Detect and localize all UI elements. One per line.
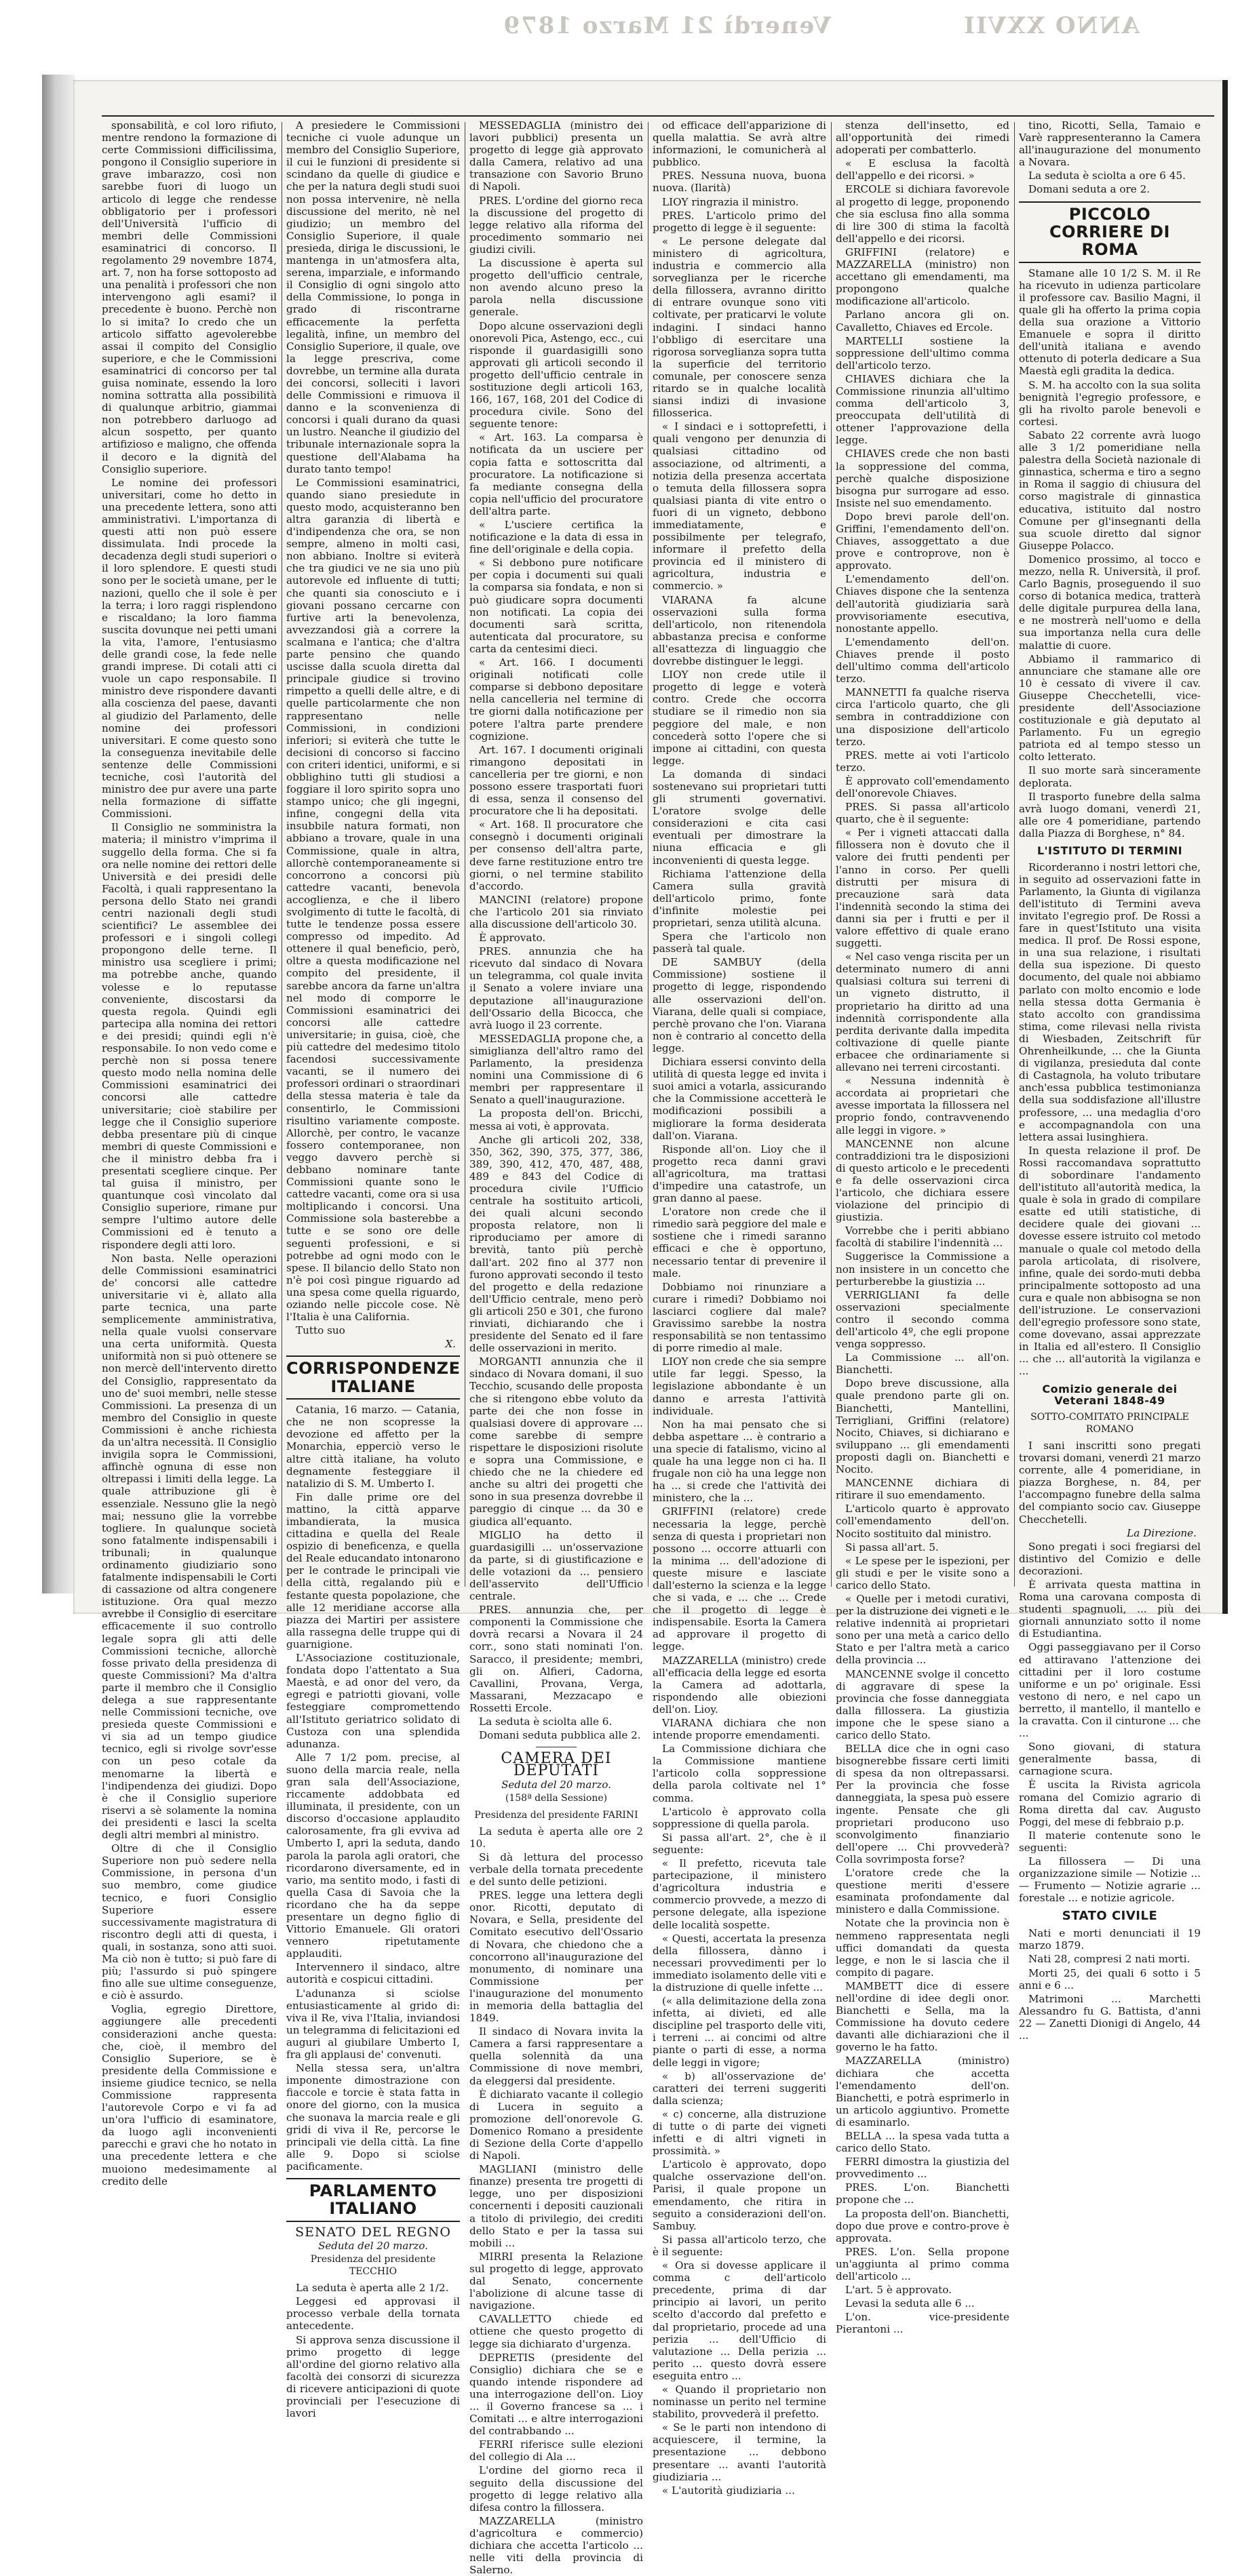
article-paragraph: MANCENNE non alcune contraddizioni tra le disposizioni di questo articolo e le precedenti e fa delle osservazioni circa l'articolo, che dichiara essere violazione del principio di giustizia. (836, 1137, 1009, 1224)
direzione-signature: La Direzione. (1127, 1526, 1197, 1539)
signature: X. (445, 1338, 456, 1351)
article-paragraph: « Se le parti non intendono di acquiescere, il termine, la presentazione ... debbono presentare ... avanti l'autorità giudiziaria ... (653, 2421, 826, 2483)
article-paragraph: PRES. L'ordine del giorno reca la discussione del progetto di legge relativo alla riforma del procedimento sommario nei giudizi civili. (469, 194, 643, 256)
article-paragraph: LIOY ringrazia il ministro. (662, 195, 799, 208)
article-paragraph: Il suo morte sarà sinceramente deplorata. (1019, 764, 1201, 789)
article-paragraph: Vorrebbe che i periti abbiano facoltà di stabilire l'indennità ... (836, 1225, 1009, 1250)
article-paragraph: S. M. ha accolto con la sua solita benignità l'egregio professore, e gli ha rivolto parole benevoli e cortesi. (1019, 378, 1201, 428)
article-paragraph: Abbiamo il rammarico di annunciare che stamane alle ore 10 è cessato di vivere il cav. Giuseppe Checchetelli, vice-presidente dell'Associazione costituzionale e già deputato al Parlamento. Fu un egregio patriota ed al tempo stesso un colto letterato. (1019, 652, 1201, 764)
senate-presidency: Presidenza del presidente TECCHIO (310, 2253, 436, 2278)
article-paragraph: Voglia, egregio Direttore, aggiungere alle precedenti considerazioni anche questa: che, cioè, il membro del Consiglio Superiore, se è presidente della Commissione e insieme giudice tecnico, se nella Commissione rappresenta l'autorevole Corpo e vi fa ad un'ora l'ufficio di esaminatore, da luogo agli inconvenienti parecchi e gravi che ho notato in una precedente lettera e che muoiono medesimamente al credito delle (102, 2003, 277, 2187)
article-paragraph: L'ordine del giorno reca il seguito della discussione del progetto di legge relativo alla difesa contro la fillossera. (469, 2464, 643, 2514)
article-paragraph: stenza dell'insetto, ed all'opportunità dei rimedi adoperati per combatterlo. (836, 119, 1009, 157)
article-paragraph: La Commissione dichiara che la Commissione mantiene l'articolo colla soppressione della parola coltivate nel 1° comma. (653, 1743, 826, 1804)
camera-date: Seduta del 20 marzo. (501, 1779, 611, 1791)
article-paragraph: Il materie contenute sono le seguenti: (1019, 1829, 1201, 1854)
article-paragraph: L'articolo è approvato colla soppressione di quella parola. (653, 1805, 826, 1830)
article-paragraph: MANCENNE dichiara di ritirare il suo emendamento. (836, 1477, 1009, 1502)
article-paragraph: È approvato coll'emendamento dell'onorevole Chiaves. (836, 774, 1009, 799)
article-paragraph: « E esclusa la facoltà dell'appello e dei ricorsi. » (836, 157, 1009, 182)
article-paragraph: CAVALLETTO chiede ed ottiene che questo progetto di legge sia dichiarato d'urgenza. (469, 2313, 643, 2350)
article-paragraph: Sono giovani, di statura generalmente bassa, di carnagione scura. (1019, 1741, 1201, 1778)
column-5 (836, 119, 1009, 2336)
article-paragraph: In questa relazione il prof. De Rossi raccomandava soprattutto di sobordinare l'andamento dell'istituto all'autorità medica, la quale è sola in grado di compilare esatte ed utili statistiche, di decidere quale dei giovani ... dovesse essere istruito col metodo manuale o quale col metodo della parola articolata, di risolvere, infine, quale dei sordo-muti debba principalmente sottoposto ad una cura e quale non abbisogna se non dell'istruzione. Le conservazioni dell'egregio professore sono state, come dovevano, assai apprezzate in Italia ed all'estero. Il Consiglio ... che ... all'autorità la vigilanza e ... (1019, 1144, 1201, 1378)
article-paragraph: Intervennero il sindaco, altre autorità e cospicui cittadini. (286, 1961, 460, 1986)
article-paragraph: Sono pregati i soci fregiarsi del distintivo del Comizio e delle decorazioni. (1019, 1540, 1201, 1577)
article-paragraph: BELLA ... la spesa vada tutta a carico dello Stato. (836, 2130, 1009, 2155)
article-paragraph: MIGLIO ha detto il guardasigilli ... un'osservazione da parte, si di giustificazione e delle votazioni da ... pensiero dell'asservito dell'Ufficio centrale. (469, 1528, 643, 1603)
article-paragraph: L'oratore crede che la questione meriti d'essere esaminata profondamente dal ministero e dalla Commissione. (836, 1867, 1009, 1916)
article-paragraph: « Nessuna indennità è accordata ai proprietari che avesse importata la fillossera nel proprio fondo, contravvenendo alle leggi in vigore. » (836, 1075, 1009, 1136)
article-paragraph: Alle 7 1/2 pom. precise, al suono della marcia reale, nella gran sala dell'Associazione, riccamente addobbata ed illuminata, il presidente, con un discorso d'occasione applaudito calorosamente, fra gli evviva ad Umberto I, apri la seduta, dando parola la parola agli oratori, che ricordarono diversamente, ed in vario, ma sentito modo, i fasti di quella Casa di Savoia che la ricordano che ha da seppe presentare un degno figlio di Vittorio Emanuele. Gli oratori vennero ripetutamente applauditi. (286, 1751, 460, 1960)
column-1 (102, 119, 277, 2187)
article-paragraph: Dopo breve discussione, alla quale prendono parte gli on. Bianchetti, Mantellini, Terrigliani, Griffini (relatore) Nocito, Chiaves, si dichiarano e sviluppano ... gli emendamenti proposti dagli on. Bianchetti e Nocito. (836, 1377, 1009, 1476)
article-paragraph: Dopo brevi parole dell'on. Griffini, l'emendamento dell'on. Chiaves, assoggettato a due prove e controprove, non è approvato. (836, 510, 1009, 572)
article-paragraph: « Questi, accertata la presenza della fillossera, dànno i necessari provvedimenti per lo immediato isolamento delle viti e la distruzione di quelle infette ... (653, 1932, 826, 1994)
section-title-parlamento: PARLAMENTO ITALIANO (286, 2178, 460, 2222)
article-paragraph: Il trasporto funebre della salma avrà luogo domani, venerdì 21, alle ore 4 pomeridiane, partendo dalla Piazza di Borghese, n° 84. (1019, 790, 1201, 839)
column-3 (469, 119, 643, 2576)
article-paragraph: FERRI dimostra la giustizia del provvedimento ... (836, 2156, 1009, 2181)
article-paragraph: L'adunanza si sciolse entusiasticamente al grido di: viva il Re, viva l'Italia, inviandosi un telegramma di felicitazioni ed auguri al giubilare Umberto I, fra gli applausi de' convenuti. (286, 1987, 460, 2061)
mirrored-volume: ANNO XXVII (963, 12, 1140, 39)
article-paragraph: MAGLIANI (ministro delle finanze) presenta tre progetti di legge, uno per disposizioni concernenti i depositi cauzionali a titolo di privilegio, dei crediti dello Stato e per la tassa sui mobili ... (469, 2163, 643, 2249)
article-paragraph: MAZZARELLA (ministro d'agricoltura e commercio) dichiara che accetta l'articolo ... nelle viti della provincia di Salerno. (469, 2514, 643, 2576)
article-paragraph: Le nomine dei professori universitari, come ho detto in una precedente lettera, sono atti amministrativi. L'importanza di questi atti non può essere dissimulata. Indi procede la decadenza degli studi superiori o il loro splendore. E questi studi sono per le società umane, per le nazioni, quello che il sole è per la terra; i loro raggi risplendono e riscaldano; la loro fiamma suscita dovunque nei petti umani la vita, l'amore, l'entusiasmo delle grandi cose, la fede nelle grandi imprese. Di cotali atti ci vuole un capo responsabile. Il ministro deve rispondere davanti alla coscienza del paese, davanti al giudizio del Parlamento, delle nomine dei professori universitari. E come questo sono la conseguenza inevitabile delle sentenze delle Commissioni tecniche, così l'autorità del ministro dee pur avere una parte nella formazione di siffatte Commissioni. (102, 476, 277, 820)
camera-title: CAMERA DEI DEPUTATI (501, 1750, 612, 1780)
article-paragraph: La fillossera — Di una organizzazione simile — Notizie ... — Frumento — Notizie agrarie ... forestale ... e notizie agricole. (1019, 1855, 1201, 1905)
article-paragraph: « Art. 163. La comparsa è notificata da un usciere per copia fatta e sottoscritta dal procuratore. La notificazione si fa mediante consegna della copia nell'ufficio del procuratore dell'altra parte. (469, 431, 643, 517)
veterani-subtitle: SOTTO-COMITATO PRINCIPALE ROMANO (1030, 1411, 1189, 1435)
column-6 (1019, 119, 1201, 2042)
column-divider (831, 122, 832, 1587)
article-paragraph: MAZZARELLA (ministro) dichiara che accetta l'emendamento dell'on. Bianchetti, e potrà esprimerlo in un articolo aggiuntivo. Promette di esaminarlo. (836, 2055, 1009, 2128)
article-paragraph: Catania, 16 marzo. — Catania, che ne non scopresse la devozione ed affetto per la Monarchia, epperciò verso le altre città italiane, ha voluto degnamente festeggiare il natalizio di S. M. Umberto I. (286, 1404, 460, 1490)
article-paragraph: La proposta dell'on. Bricchi, messa ai voti, è approvata. (469, 1107, 643, 1132)
article-paragraph: « Si debbono pure notificare per copia i documenti sui quali la comparsa sia fondata, e non si può giudicare sopra documenti non notificati. La copia dei documenti sarà scritta, autenticata dal procuratore, su carta da centesimi dieci. (469, 557, 643, 655)
article-paragraph: MANNETTI fa qualche riserva circa l'articolo quarto, che gli sembra in contraddizione con una disposizione dell'articolo terzo. (836, 686, 1009, 748)
scanner-left-shadow (42, 75, 75, 1593)
article-paragraph: Nella stessa sera, un'altra imponente dimostrazione con fiaccole e torcie è stata fatta in onore del giorno, con la musica che suonava la marcia reale e gli gridi di viva il Re, percorse le principali vie della città. La fine alle 9. Dopo si sciolse pacificamente. (286, 2062, 460, 2173)
article-paragraph: Si passa all'articolo terzo, che è il seguente: (653, 2233, 826, 2258)
article-paragraph: BELLA dice che in ogni caso bisognerebbe fissare certi limiti di spesa da non oltrepassarsi. Per la provincia che fosse danneggiata, la spesa può essere ingente. Pensate che gli proprietari producono uso sconvolgimento finanziario dell'opere ... Chi provvederà? Colla sovrimposta forse? (836, 1743, 1009, 1865)
article-paragraph: MANCENNE svolge il concetto di aggravare di spese la provincia che fosse danneggiata dalla fillossera. La giustizia impone che le spese siano a carico dello Stato. (836, 1667, 1009, 1741)
article-paragraph: PRES. L'on. Bianchetti propone che ... (836, 2181, 1009, 2206)
article-paragraph: L'articolo quarto è approvato coll'emendamento dell'on. Nocito sostituito dal ministro. (836, 1503, 1009, 1540)
article-paragraph: La proposta dell'on. Bianchetti, dopo due prove e contro-prove è approvata. (836, 2207, 1009, 2244)
article-paragraph: L'emendamento dell'on. Chiaves prende il posto dell'ultimo comma dell'articolo terzo. (836, 635, 1009, 686)
article-paragraph: L'oratore non crede che il rimedio sarà peggiore del male e sostiene che i rimedi saranno efficaci e che è opportuno, necessario tentar di prevenire il male. (653, 1206, 826, 1280)
article-paragraph: « Quando il proprietario non nominasse un perito nel termine stabilito, provvederà il prefetto. (653, 2383, 826, 2421)
article-paragraph: Nati 28, compresi 2 nati morti. (1028, 1953, 1190, 1966)
article-paragraph: Oltre di che il Consiglio Superiore non può sedere nella Commissione, in persona d'un suo membro, come giudice tecnico, e fuori Consiglio Superiore essere successivamente magistratura di riscontro degli atti di questa, i quali, in sostanza, sono atti suoi. Ma ciò non è tutto; si può fare di più; l'assurdo si può spingere fino alle sue ultime conseguenze, e ciò è assurdo. (102, 1842, 277, 2002)
article-paragraph: GRIFFINI (relatore) e MAZZARELLA (ministro) non accettano gli emendamenti, ma propongono qualche modificazione all'articolo. (836, 245, 1009, 308)
article-paragraph: FERRI riferisce sulle elezioni del collegio di Ala ... (469, 2438, 643, 2463)
column-divider (1014, 122, 1015, 1587)
article-paragraph: Si dà lettura del processo verbale della tornata precedente e del sunto delle petizioni. (469, 1850, 643, 1888)
article-paragraph: Anche gli articoli 202, 338, 350, 362, 390, 375, 377, 386, 389, 390, 412, 470, 487, 488, 489 e 843 del Codice di procedura civile l'Ufficio centrale ha sostituito articoli, dei quali alcuni secondo proposta relatore, non li riproduciamo per amore di brevità, tanto più perchè dall'art. 202 fino al 377 non furono approvati secondo il testo del progetto e della redazione dell'Ufficio centrale, meno però gli articoli 250 e 301, che furono rinviati, dichiarando che i presidente del Senato ed il fare delle osservazioni in merito. (469, 1133, 643, 1355)
mirrored-date: Venerdì 21 Marzo 1879 (502, 12, 832, 39)
article-paragraph: La seduta è sciolta alle 6. (479, 1716, 613, 1728)
article-paragraph: PRES. mette ai voti l'articolo terzo. (836, 749, 1009, 774)
article-paragraph: DE SAMBUY (della Commissione) sostiene il progetto di legge, rispondendo alle osservazioni dell'on. Viarana, delle quali si compiace, perchè provano che l'on. Viarana non è contrario al concetto della legge. (653, 956, 826, 1054)
article-paragraph: « c) concerne, alla distruzione di tutte o di parte dei vigneti infetti e di altri vigneti in prossimità. » (653, 2107, 826, 2158)
article-paragraph: È uscita la Rivista agricola romana del Comizio agrario di Roma diretta dal cav. Augusto Poggi, del mese di febbraio p.p. (1019, 1779, 1201, 1828)
article-paragraph: « I sindaci e i sottoprefetti, i quali vengono per denunzia di qualsiasi cittadino od associazione, od altrimenti, a notizia della presenza accertata o temuta della fillossera sopra qualsiasi pianta di vite entro o fuori di un vigneto, debbono immediatamente, e possibilmente per telegrafo, informare il prefetto della provincia ed il ministero di agricoltura, industria e commercio. » (653, 420, 826, 593)
article-paragraph: Matrimoni ... Marchetti Alessandro fu G. Battista, d'anni 22 — Zanetti Dionigi di Angelo, 44 ... (1019, 1992, 1201, 2042)
article-paragraph: MESSEDAGLIA propone che, a simiglianza dell'altro ramo del Parlamento, la presidenza nomini una Commissione di 6 membri per rappresentare il Senato a quell'inaugurazione. (469, 1032, 643, 1107)
article-paragraph: PRES. L'on. Sella propone un'aggiunta al primo comma dell'articolo ... (836, 2245, 1009, 2283)
article-paragraph: CHIAVES dichiara che la Commissione rinunzia all'ultimo comma dell'articolo 3, preoccupata dell'utilità di ottener l'approvazione della legge. (836, 372, 1009, 447)
article-paragraph: Il Consiglio ne somministra la materia; il ministro v'imprima il suggello della forma. Che si fa ora nelle nomine dei rettori delle Università e dei presidi delle Facoltà, i quali rappresentano la persona dello Stato nei grandi centri nazionali degli studi scientifici? Le assemblee dei professori e i singoli collegi propongono delle terne. Il ministro usa scegliere i primi; ma potrebbe anche, quando volesse e lo reputasse conveniente, discostarsi da questa regola. Quindi egli partecipa alla nomina dei rettori e dei presidi; quindi egli n'è responsabile. Io non vedo come e perchè non si possa tenere questo modo nella nomina delle Commissioni esaminatrici dei concorsi alle cattedre universitarie; cioè stabilire per legge che il Consiglio superiore debba presentare più di cinque membri di queste Commissioni e che il ministro debba fra i presentati scegliere cinque. Per tal guisa il ministro, per quantunque così vincolato dal Consiglio superiore, rimane pur sempre l'ultimo autore delle Commissioni ed è tenuto a rispondere degli atti loro. (102, 821, 277, 1251)
article-paragraph: La domanda di sindaci sostenevano sui proprietari tutti gli strumenti governativi. L'oratore svolge delle considerazioni e cita casi eventuali per dimostrare la niuna efficacia e gli inconvenienti di questa legge. (653, 768, 826, 867)
article-paragraph: Leggesi ed approvasi il processo verbale della tornata antecedente. (286, 2295, 460, 2333)
article-paragraph: L'on. vice-presidente Pierantoni ... (836, 2311, 1009, 2336)
article-paragraph: « Le persone delegate dal ministero di agricoltura, industria e commercio alla sorveglianza per le ricerche della fillossera, avranno diritto di entrare ovunque sono viti coltivate, per praticarvi le volute indagini. I sindaci hanno l'obbligo di esercitare una rigorosa sorveglianza sopra tutta la superficie del territorio comunale, per conoscere senza ritardo se in qualche località siansi indizi di invasione fillosserica. (653, 235, 826, 420)
article-paragraph: Suggerisce la Commissione a non insistere in un concetto che perturberebbe la giustizia ... (836, 1250, 1009, 1288)
article-paragraph: tino, Ricotti, Sella, Tamaio e Varè rappresenteranno la Camera all'inaugurazione del monumento a Novara. (1019, 119, 1201, 169)
article-paragraph: « L'autorità giudiziaria ... (662, 2484, 795, 2497)
section-title-corrispondenze: CORRISPONDENZE ITALIANE (286, 1355, 460, 1400)
article-paragraph: La Commissione ... all'on. Bianchetti. (836, 1351, 1009, 1376)
article-paragraph: « Nel caso venga riscita per un determinato numero di anni qualsiasi coltura sui terreni di un vigneto distrutto, il proprietario ha diritto ad una indennità corrispondente alla perdita derivante dalla impedita coltivazione di quelle piante erbacee che ordinariamente si allevano nei terreni circostanti. (836, 951, 1009, 1074)
article-paragraph: Domani seduta pubblica alle 2. (479, 1729, 641, 1742)
article-paragraph: Sabato 22 corrente avrà luogo alle 3 1/2 pomeridiane nella palestra della Società nazionale di ginnastica, scherma e tiro a segno in Roma il saggio di chiusura del corso magistrale di ginnastica educativa, istituito dal nostro Comune per gl'insegnanti della sua scuole diretto dal signor Giuseppe Polacco. (1019, 429, 1201, 552)
article-paragraph: GRIFFINI (relatore) crede necessaria la legge, perchè senza di questa i proprietari non possono ... occorre attuarli con la minima ... dell'adozione di queste misure e lasciate dall'esterno la scienza e la legge che si vada, e ... che ... Crede che il progetto di legge è indispensabile. Esorta la Camera ad approvare il progetto di legge. (653, 1505, 826, 1653)
article-paragraph: Levasi la seduta alle 6 ... (845, 2297, 975, 2310)
article-paragraph: « Art. 168. Il procuratore che consegnò i documenti originali per consenso dell'altra parte, deve farne restituzione entro tre giorni, o nel termine stabilito d'accordo. (469, 818, 643, 892)
article-paragraph: A presiedere le Commissioni tecniche ci vuole adunque un membro del Consiglio Superiore, il cui le funzioni di presidente si scindano da quelle di giudice e che per la natura degli studi suoi non possa intervenire, nè nella discussione del merito, nè nel giudizio; un membro del Consiglio Superiore, il quale presieda, diriga le discussioni, le mantenga in un'atmosfera alta, serena, imparziale, e informando il Consiglio di ogni singolo atto della Commissione, lo ponga in grado di riscontrarne efficacemente la perfetta legalità, infine, un membro del Consiglio Superiore, il quale, ove la legge prescriva, come dovrebbe, un termine alla durata dei concorsi, solleciti i lavori delle Commissioni e rimuova il danno e la sconvenienza di concorsi i quali durano da quasi un lustro. Neanche il giudizio del tribunale internazionale sopra la questione dell'Alabama ha durato tanto tempo! (286, 119, 460, 475)
article-paragraph: Richiama l'attenzione della Camera sulla gravità dell'articolo primo, fonte d'infinite molestie pei proprietari, senza utilità alcuna. (653, 867, 826, 929)
article-paragraph: MANCINI (relatore) propone che l'articolo 201 sia rinviato alla discussione dell'articolo 30. (469, 893, 643, 930)
article-paragraph: « L'usciere certifica la notificazione e la data di essa in fine dell'originale e della copia. (469, 519, 643, 556)
article-paragraph: L'emendamento dell'on. Chiaves dispone che la sentenza dell'autorità giudiziaria sarà provvisoriamente esecutiva, nonostante appello. (836, 573, 1009, 635)
article-paragraph: Risponde all'on. Lioy che il progetto reca danni gravi all'agricoltura, ma trattasi d'impedire una catastrofe, un gran danno al paese. (653, 1143, 826, 1205)
article-paragraph: « Ora si dovesse applicare il comma c dell'articolo precedente, prima di dar principio ai lavori, un perito scelto d'accordo dal prefetto e dal proprietario, procede ad una perizia ... dell'Ufficio di valutazione ... Della perizia ... perito ... questo dovrà essere eseguita entro ... (653, 2259, 826, 2382)
article-paragraph: (« alla delimitazione della zona infetta, ai divieti, ed alle discipline pel trasporto delle viti, i terreni ... ai concimi od altre piante o parti di esse, a norma delle leggi in vigore; (653, 1995, 826, 2069)
article-paragraph: Oggi passeggiavano per il Corso ed attiravano l'attenzione dei cittadini per il loro costume uniforme e un po' originale. Essi vestono di nero, e nel capo un berretto, il mantello, il mantello e la cravatta. Con il cinturone ... che ... (1019, 1641, 1201, 1740)
article-paragraph: Non basta. Nelle operazioni delle Commissioni esaminatrici de' concorsi alle cattedre universitarie vi è, allato alla parte tecnica, una parte semplicemente amministrativa, nella quale vuolsi conservare una certa uniformità. Questa uniformità non si può ottenere se non mercè dell'intervento diretto del Consiglio, rappresentato da uno de' suoi membri, nelle stesse Commissioni. La presenza di un membro del Consiglio in queste Commissioni è anche richiesta da un'altra necessità. Il Consiglio invigila sopra le Commissioni, affinchè ognuna di esse non oltrepassi i limiti della legge. La quale attribuzione gli è essenziale. Nessuno glie la negò mai; nessuno glie la vorrebbe togliere. In qualunque società sono fatalmente indispensabili i tribunali; in qualunque ordinamento giudiziario sono fatalmente indispensabili le Corti di cassazione od altra congenere istituzione. Ora qual mezzo avrebbe il Consiglio di esercitare efficacemente il suo controllo legale sopra gli atti delle Commissioni tecniche, allorchè fosse privato della presidenza di queste Commissioni? Ma d'altra parte il membro che il Consiglio delega a sue rappresentante nelle Commissioni tecniche, ove presieda queste Commissioni e vi sia ad un tempo giudice tecnico, egli si rivolge sovr'esse con un peso cotale da menomarne la libertà e l'indipendenza dei giudizi. Dopo è che il Consiglio superiore riservi a sè solamente la nomina dei presidenti e lasci la scelta degli altri membri al ministro. (102, 1252, 277, 1842)
senate-date: Seduta del 20 marzo. (318, 2239, 428, 2252)
section-title-termini: L'ISTITUTO DI TERMINI (1037, 844, 1183, 858)
camera-session: (158ª della Sessione) (505, 1793, 608, 1804)
article-paragraph: Non ha mai pensato che si debba aspettare ... è contrario a una specie di fatalismo, vicino al quale ha una legge non ci ha. Il frugale non ciò ha una legge non ha ... si crede che l'attività dei ministero, che la ... (653, 1418, 826, 1505)
article-paragraph: I sani inscritti sono pregati trovarsi domani, venerdì 21 marzo corrente, alle 4 pomeridiane, in piazza Borghese, n. 84, per l'accompagno funebre della salma del compianto socio cav. Giuseppe Checchetelli. (1019, 1439, 1201, 1526)
article-paragraph: « Per i vigneti attaccati dalla fillossera non è dovuto che il valore dei frutti pendenti per l'anno in corso. Per quelli distrutti per misura di precauzione sarà data l'indennità secondo la stima dei danni sia per i frutti e per il valore effettivo di quale erano suggetti. (836, 827, 1009, 950)
article-paragraph: MORGANTI annunzia che il sindaco di Novara domani, il suo Tecchio, scusando delle proposta che si ritengono ebbe voluto da parte dei che non fosse in qualsiasi dovere di approvare ... come sarebbe di sempre rispettare le disposizioni risolute e sopra una Commissione, e chiedo che ne la chiedere ed anche su altri dei progetti che sono in sua presenza dovrebbe il pareggio di cinque ... da 30 e giudica all'equanto. (469, 1355, 643, 1528)
article-paragraph: MESSEDAGLIA (ministro dei lavori pubblici) presenta un progetto di legge già approvato dalla Camera, relativo ad una transazione con Savorio Bruno di Napoli. (469, 119, 643, 193)
article-paragraph: Dobbiamo noi rinunziare a curare i rimedi? Dobbiamo noi lasciarci cogliere dal male? Gravissimo sarebbe la nostra responsabilità se non tentassimo di porre rimedio al male. (653, 1280, 826, 1355)
article-paragraph: sponsabilità, e col loro rifiuto, mentre rendono la formazione di certe Commissioni difficilissima, pongono il Consiglio superiore in grave imbarazzo, così non sarebbe fuori di luogo un articolo di legge che rendesse obbligatorio per i professori dell'Università l'ufficio di membri delle Commissioni esaminatrici di concorso. Il regolamento 29 novembre 1874, art. 7, non ha forse sottoposto ad una penalità i professori che non intervengono agli esami? il precedente è buono. Perchè non lo si imita? Io credo che un articolo siffatto agevolerebbe assai il compito del Consiglio superiore, e che le Commissioni esaminatrici di concorso per tal guisa nominate, essendo la loro nomina sottratta alla possibilità di qualunque arbitrio, giammai non potrebbero darluogo ad alcun sospetto, per quanto artifizioso e maligno, che offenda il decoro e la dignità del Consiglio superiore. (102, 119, 277, 475)
article-paragraph: DEPRETIS (presidente del Consiglio) dichiara che se e quando intende rispondere ad una interrogazione dell'on. Lioy ... il Governo francese sa ... i Comitati ... e altre interrogazioni del contrabbando ... (469, 2351, 643, 2438)
article-paragraph: VERRIGLIANI fa delle osservazioni specialmente contro il secondo comma dell'articolo 4º, che egli propone venga soppresso. (836, 1288, 1009, 1351)
article-paragraph: MAMBETT dice di essere nell'ordine di idee degli onor. Bianchetti e Sella, ma la Commissione ha dovuto cedere davanti alle dichiarazioni che il governo le ha fatto. (836, 1979, 1009, 2054)
article-paragraph: Art. 167. I documenti originali rimangono depositati in cancelleria per tre giorni, e non possono essere trasportati fuori di essa, senza il consenso del procuratore che li ha depositati. (469, 743, 643, 818)
article-paragraph: PRES. Nessuna nuova, buona nuova. (Ilarità) (653, 170, 826, 195)
article-paragraph: Il sindaco di Novara invita la Camera a farsi rappresentare a quella solennità da una Commissione di nove membri, da eleggersi dal presidente. (469, 2025, 643, 2087)
article-paragraph: « Le spese per le ispezioni, per gli studi e per le visite sono a carico dello Stato. (836, 1554, 1009, 1591)
article-paragraph: La discussione è aperta sul progetto dell'ufficio centrale, non avendo alcuno preso la parola nella discussione generale. (469, 257, 643, 319)
article-paragraph: LIOY non crede che sia sempre utile far leggi. Spesso, la legislazione abbondante è un danno e arresta l'attività individuale. (653, 1355, 826, 1417)
camera-presidency: Presidenza del presidente FARINI (474, 1809, 638, 1821)
article-paragraph: CHIAVES crede che non basti la soppressione del comma, perchè qualche disposizione bisogna pur surrogare ad esso. Insiste nel suo emendamento. (836, 448, 1009, 509)
section-title-veterani: Comizio generale dei Veterani 1848-49 (1042, 1382, 1178, 1408)
article-paragraph: È approvato. (479, 932, 546, 945)
article-paragraph: Morti 25, dei quali 6 sotto i 5 anni e 6 ... (1019, 1966, 1201, 1992)
article-paragraph: « b) all'osservazione de' caratteri dei terreni suggeriti dalla scienza; (653, 2069, 826, 2107)
article-paragraph: Si passa all'art. 5. (845, 1541, 939, 1553)
article-paragraph: Le Commissioni esaminatrici, quando siano presiedute in questo modo, acquisteranno ben altra garanzia di libertà e d'indipendenza che ora, se non sempre, almeno in molti casi, non abbiano. Inoltre si eviterà che tra giudici ve ne sia uno più autorevole ed influente di tutti; che quanti sia conosciuto e i giovani possano cercarne con furtive arti la benevolenza, avvezzandosi già a correre la scalmana e l'antica; che d'altra parte pensino che quando uscisse dalla scuola diretta dal principale giudice si trovino rimpetto a quelli delle altre, e di quelle particolarmente che non rappresentano nelle Commissioni, in condizioni inferiori; si eviterà che tutte le decisioni di concorso si faccino con criteri identici, uniformi, e si obblighino tutti gli studiosi a foggiare il loro spirito sopra uno stampo unico; che gli ingegni, infine, congegni della vita insubbile natura formati, non abbiano a trovare, quale in una Commissione, quale in altra, allorchè contemporaneamente si concorrono a concorsi più cattedre vacanti, benevola accoglienza, e che il libero svolgimento di tutte le facoltà, di tutte le tendenze possa essere compresso od impedito. Ad ottenere il qual beneficio, però, oltre a questa modificazione nel compito del presidente, il sarebbe ancora da farne un'altra nel modo di comporre le Commissioni esaminatrici dei concorsi alle cattedre universitarie; in guisa, cioè, che più cattedre del medesimo titolo facendosi successivamente vacanti, se il numero dei professori ordinari o straordinari della stessa materia è tale da consentirlo, le Commissioni risultino variamente composte. Allorchè, per contro, le vacanze fossero contemporanee, non veggo davvero perchè si debbano nominare tante Commissioni quante sono le cattedre vacanti, come ora si usa moltiplicando i concorsi. Una Commissione sola basterebbe a tutte e se sono ore delle seguenti professioni, e si potrebbe ad ogni modo con le spese. Il bilancio dello Stato non n'è poi così pingue riguardo ad una spesa come quella riguardo, oziando nelle piccole cose. Nè l'Italia è una California. (286, 476, 460, 1324)
article-paragraph: od efficace dell'apparizione di quella malattia. Se avrà altre informazioni, le comunicherà al pubblico. (653, 119, 826, 169)
article-paragraph: Fin dalle prime ore del mattino, la città apparve imbandierata, la musica cittadina e quella del Reale ospizio di beneficenza, e quella del Reale educandato intonarono per le contrade le principali vie della città, regalando più e festante questa popolazione, che alle 12 meridiane accorse alla piazza dei Martiri per assistere alla rassegna delle truppe qui di guarnigione. (286, 1490, 460, 1650)
senate-title: SENATO DEL REGNO (295, 2224, 451, 2240)
article-paragraph: Dopo alcune osservazioni degli onorevoli Pica, Astengo, ecc., cui risponde il guardasigilli sono approvati gli articoli secondo il progetto dell'ufficio centrale in sostituzione degli articoli 163, 166, 167, 168, 201 del Codice di procedura civile. Sono del seguente tenore: (469, 319, 643, 431)
article-paragraph: È arrivata questa mattina in Roma una carovana composta di studenti spagnuoli, ... più dei giornali annunziato sotto il nome di Estudiantina. (1019, 1578, 1201, 1640)
top-rule (102, 115, 1214, 117)
article-paragraph: LIOY non crede utile il progetto di legge e voterà contro. Crede che occorra studiare se il rimedio non sia peggiore del male, e non concederà sotto l'opere che si impone ai cittadini, con questa legge. (653, 669, 826, 767)
column-4 (653, 119, 826, 2497)
article-paragraph: Dichiara essersi convinto della utilità di questa legge ed invita i suoi amici a votarla, assicurando che la Commissione accetterà le modificazioni possibili a migliorare la forma desiderata dall'on. Viarana. (653, 1056, 826, 1142)
article-paragraph: « Il prefetto, ricevuta tale partecipazione, il ministero d'agricoltura industria e commercio provvede, a mezzo di persone delegate, alla ispezione delle località sospette. (653, 1857, 826, 1931)
article-paragraph: L'art. 5 è approvato. (845, 2284, 952, 2297)
article-paragraph: La seduta è aperta alle 2 1/2. (296, 2282, 449, 2295)
article-paragraph: ERCOLE si dichiara favorevole al progetto di legge, proponendo che sia esclusa fino alla somma di lire 300 di stima la facoltà dell'appello e dei ricorsi. (836, 183, 1009, 245)
article-paragraph: PRES. annunzia che, per componenti la Commissione che dovrà recarsi a Novara il 24 corr., sono stati nominati l'on. Saracco, il presidente; membri, gli on. Alfieri, Cadorna, Cavallini, Provana, Verga, Massarani, Mezzacapo e Rossetti Ercole. (469, 1604, 643, 1714)
article-paragraph: Ricorderanno i nostri lettori che, in seguito ad osservazioni fatte in Parlamento, la Giunta di vigilanza dell'istituto di Termini aveva invitato l'egregio prof. De Rossi a fare in quest'Istituto una visita medica. Il prof. De Rossi espone, in una sua relazione, i risultati della sua ispezione. Di questo documento, del quale noi abbiamo parlato con molto encomio e lode nella stessa dotta Germania è stato accolto con grandissima stima, come rilevasi nella rivista di Wiesbaden, Zeitschrift für Ohrenheilkunde, ... che la Giunta di vigilanza, presieduta dal conte di Castagnola, ha voluto tributare anch'essa pubblica testimonianza della sua soddisfazione all'illustre professore, ... una medaglia d'oro e accompagnandola con una lettera assai lusinghiera. (1019, 860, 1201, 1143)
column-2 (286, 119, 461, 2420)
article-paragraph: Parlano ancora gli on. Cavalletto, Chiaves ed Ercole. (836, 309, 1009, 334)
article-paragraph: Si passa all'art. 2°, che è il seguente: (653, 1831, 826, 1856)
article-paragraph: Domenico prossimo, al tocco e mezzo, nella R. Università, il prof. Carlo Bagnis, proseguendo il suo corso di botanica medica, tratterà delle digitale purpurea della lana, e ne mostrerà nell'uomo e della sua importanza nella cura delle malattie di cuore. (1019, 553, 1201, 652)
page-right-edge (1222, 80, 1228, 1614)
article-paragraph: L'articolo è approvato, dopo qualche osservazione dell'on. Parisi, il quale propone un emendamento, che ritira in seguito a considerazioni dell'on. Sambuy. (653, 2158, 826, 2232)
article-paragraph: Tutto suo (296, 1324, 345, 1337)
article-paragraph: PRES. legge una lettera degli onor. Ricotti, deputato di Novara, e Sella, presidente del Comitato esecutivo dell'Ossario di Novara, che chiedono che a concorrono all'inaugurazione del monumento, di nominare una Commissione per l'inaugurazione del monumento in memoria della battaglia del 1849. (469, 1889, 643, 2025)
article-paragraph: PRES. L'articolo primo del progetto di legge è il seguente: (653, 209, 826, 234)
section-title-piccolo-corriere: PICCOLO CORRIERE DI ROMA (1019, 201, 1201, 263)
article-paragraph: La seduta è aperta alle ore 2 10. (469, 1825, 643, 1850)
bleed-through-header (81, 12, 1140, 53)
article-paragraph: Nati e morti denunciati il 19 marzo 1879. (1019, 1927, 1201, 1952)
article-paragraph: Si approva senza discussione il primo progetto di legge all'ordine del giorno relativo alla facoltà dei consorzi di sicurezza di ricevere anticipazioni di quote provinciali per l'esecuzione di lavori (286, 2333, 460, 2420)
article-paragraph: MIRRI presenta la Relazione sul progetto di legge, approvato dal Senato, concernente l'abolizione di alcune tasse di navigazione. (469, 2250, 643, 2312)
article-paragraph: « Quelle per i metodi curativi, per la distruzione dei vigneti e le relative indennità ai proprietari sono per una metà a carico dello Stato e per l'altra metà a carico della provincia ... (836, 1592, 1009, 1667)
article-paragraph: MAZZARELLA (ministro) crede all'efficacia della legge ed esorta la Camera ad adottarla, rispondendo alle obiezioni dell'on. Lioy. (653, 1654, 826, 1716)
article-paragraph: La seduta è sciolta a ore 6 45. (1028, 170, 1186, 182)
article-paragraph: VIARANA fa alcune osservazioni sulla forma dell'articolo, non ritenendola abbastanza precisa e conforme all'esattezza di linguaggio che dovrebbe distinguer le leggi. (653, 593, 826, 668)
article-paragraph: È dichiarato vacante il collegio di Lucera in seguito a promozione dell'onorevole G. Domenico Romano a presidente di Sezione della Corte d'appello di Napoli. (469, 2088, 643, 2162)
article-paragraph: Stamane alle 10 1/2 S. M. il Re ha ricevuto in udienza particolare il professore cav. Basilio Magni, il quale gli ha offerto la prima copia della sua orazione a Vittorio Emanuele e sopra il diritto dell'unità italiana e avendo ottenuto di poterla dedicare a Sua Maestà egli gradita la dedica. (1019, 266, 1201, 378)
article-paragraph: MARTELLI sostiene la soppressione dell'ultimo comma dell'articolo terzo. (836, 334, 1009, 372)
article-paragraph: « Art. 166. I documenti originali notificati colle comparse si debbono depositare nella cancelleria nel termine di tre giorni dalla notificazione per potere l'altra parte prendere cognizione. (469, 656, 643, 742)
article-paragraph: Domani seduta a ore 2. (1028, 183, 1150, 196)
article-paragraph: VIARANA dichiara che non intende proporre emendamenti. (653, 1717, 826, 1742)
section-title-stato-civile: STATO CIVILE (1062, 1909, 1158, 1924)
article-paragraph: Spera che l'articolo non passerà tal quale. (653, 930, 826, 955)
article-paragraph: Notate che la provincia non è nemmeno rappresentata negli uffici domandati da questa legge, e non le si lascia che il compito di pagare. (836, 1917, 1009, 1979)
article-paragraph: PRES. Si passa all'articolo quarto, che è il seguente: (836, 801, 1009, 826)
article-paragraph: PRES. annunzia che ha ricevuto dal sindaco di Novara un telegramma, col quale invita il Senato a volere inviare una deputazione all'inaugurazione dell'Ossario della Bicocca, che avrà luogo il 23 corrente. (469, 945, 643, 1031)
article-paragraph: L'Associazione costituzionale, fondata dopo l'attentato a Sua Maestà, e ad onor del vero, da egregi e patriotti giovani, volle festeggiare compromettendo all'Istituto geriatrico solidato di Custoza con una splendida adunanza. (286, 1652, 460, 1750)
